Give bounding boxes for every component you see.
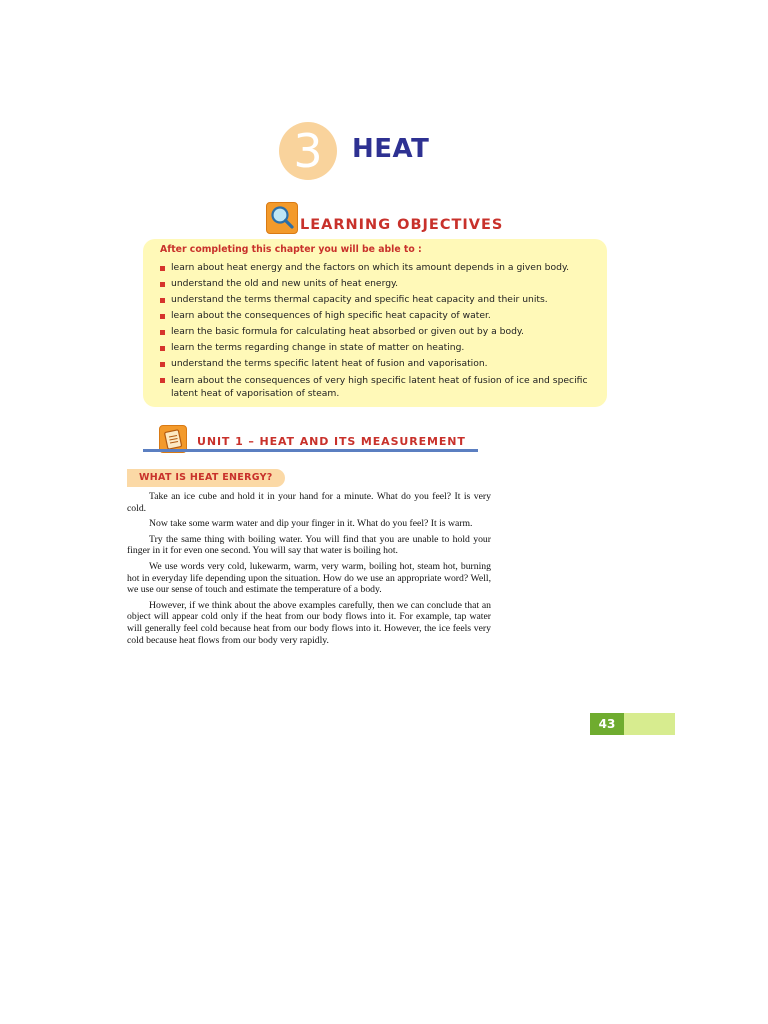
objective-text: learn the basic formula for calculating heat absorbed or given out by a body. [171, 326, 524, 337]
paragraph: However, if we think about the above examples carefully, then we can conclude that an object will appear cold only if the heat from our body flows into it. For example, tap water will generally feel cold because heat from our body flows into it. However, the ice feels very cold because heat flows from our body very rapidly. [127, 599, 491, 646]
objective-item [160, 292, 597, 308]
objective-item [160, 356, 597, 372]
bullet-square-icon [160, 378, 165, 383]
objective-item [160, 308, 597, 324]
learning-objectives-box [143, 239, 607, 407]
chapter-number-badge: 3 [279, 122, 337, 180]
objective-item [160, 276, 597, 292]
bullet-square-icon [160, 266, 165, 271]
paragraph: We use words very cold, lukewarm, warm, very warm, boiling hot, steam hot, burning hot in everyday life depending upon the situation. How do we use an appropriate word? Well, we use our sense of touch and estimate the temperature of a body. [127, 560, 491, 596]
objective-item [160, 324, 597, 340]
objectives-intro: After completing this chapter you will be able to : [160, 244, 422, 255]
objective-item [160, 372, 597, 400]
section-body [127, 491, 491, 650]
unit-underline [143, 449, 478, 452]
bullet-square-icon [160, 314, 165, 319]
chapter-title: HEAT [352, 134, 430, 164]
paragraph: Now take some warm water and dip your finger in it. What do you feel? It is warm. [149, 518, 473, 530]
objective-text: learn about the consequences of very high specific latent heat of fusion of ice and specific latent heat of vaporisation of steam. [171, 375, 588, 399]
bullet-square-icon [160, 298, 165, 303]
objective-text: understand the old and new units of heat energy. [171, 278, 399, 289]
paragraph: Try the same thing with boiling water. You will find that you are unable to hold your finger in it for even one second. You will say that water is boiling hot. [127, 533, 491, 557]
objective-text: understand the terms specific latent heat of fusion and vaporisation. [171, 358, 488, 369]
bullet-square-icon [160, 362, 165, 367]
objective-text: understand the terms thermal capacity and specific heat capacity and their units. [171, 294, 548, 305]
section-heading: WHAT IS HEAT ENERGY? [127, 469, 285, 487]
paragraph: Take an ice cube and hold it in your hand for a minute. What do you feel? It is very cold. [127, 491, 491, 514]
learning-objectives-heading: LEARNING OBJECTIVES [300, 217, 504, 233]
objective-text: learn the terms regarding change in state of matter on heating. [171, 342, 465, 353]
objective-item [160, 340, 597, 356]
objective-text: learn about the consequences of high specific heat capacity of water. [171, 310, 491, 321]
objective-text: learn about heat energy and the factors on which its amount depends in a given body. [171, 262, 570, 273]
page-number-tab [590, 713, 675, 735]
bullet-square-icon [160, 346, 165, 351]
objective-item [160, 260, 597, 276]
magnifier-icon [266, 202, 298, 234]
page-number: 43 [590, 713, 624, 735]
bullet-square-icon [160, 330, 165, 335]
objectives-list [160, 260, 597, 400]
unit-heading: UNIT 1 – HEAT AND ITS MEASUREMENT [197, 435, 466, 448]
bullet-square-icon [160, 282, 165, 287]
